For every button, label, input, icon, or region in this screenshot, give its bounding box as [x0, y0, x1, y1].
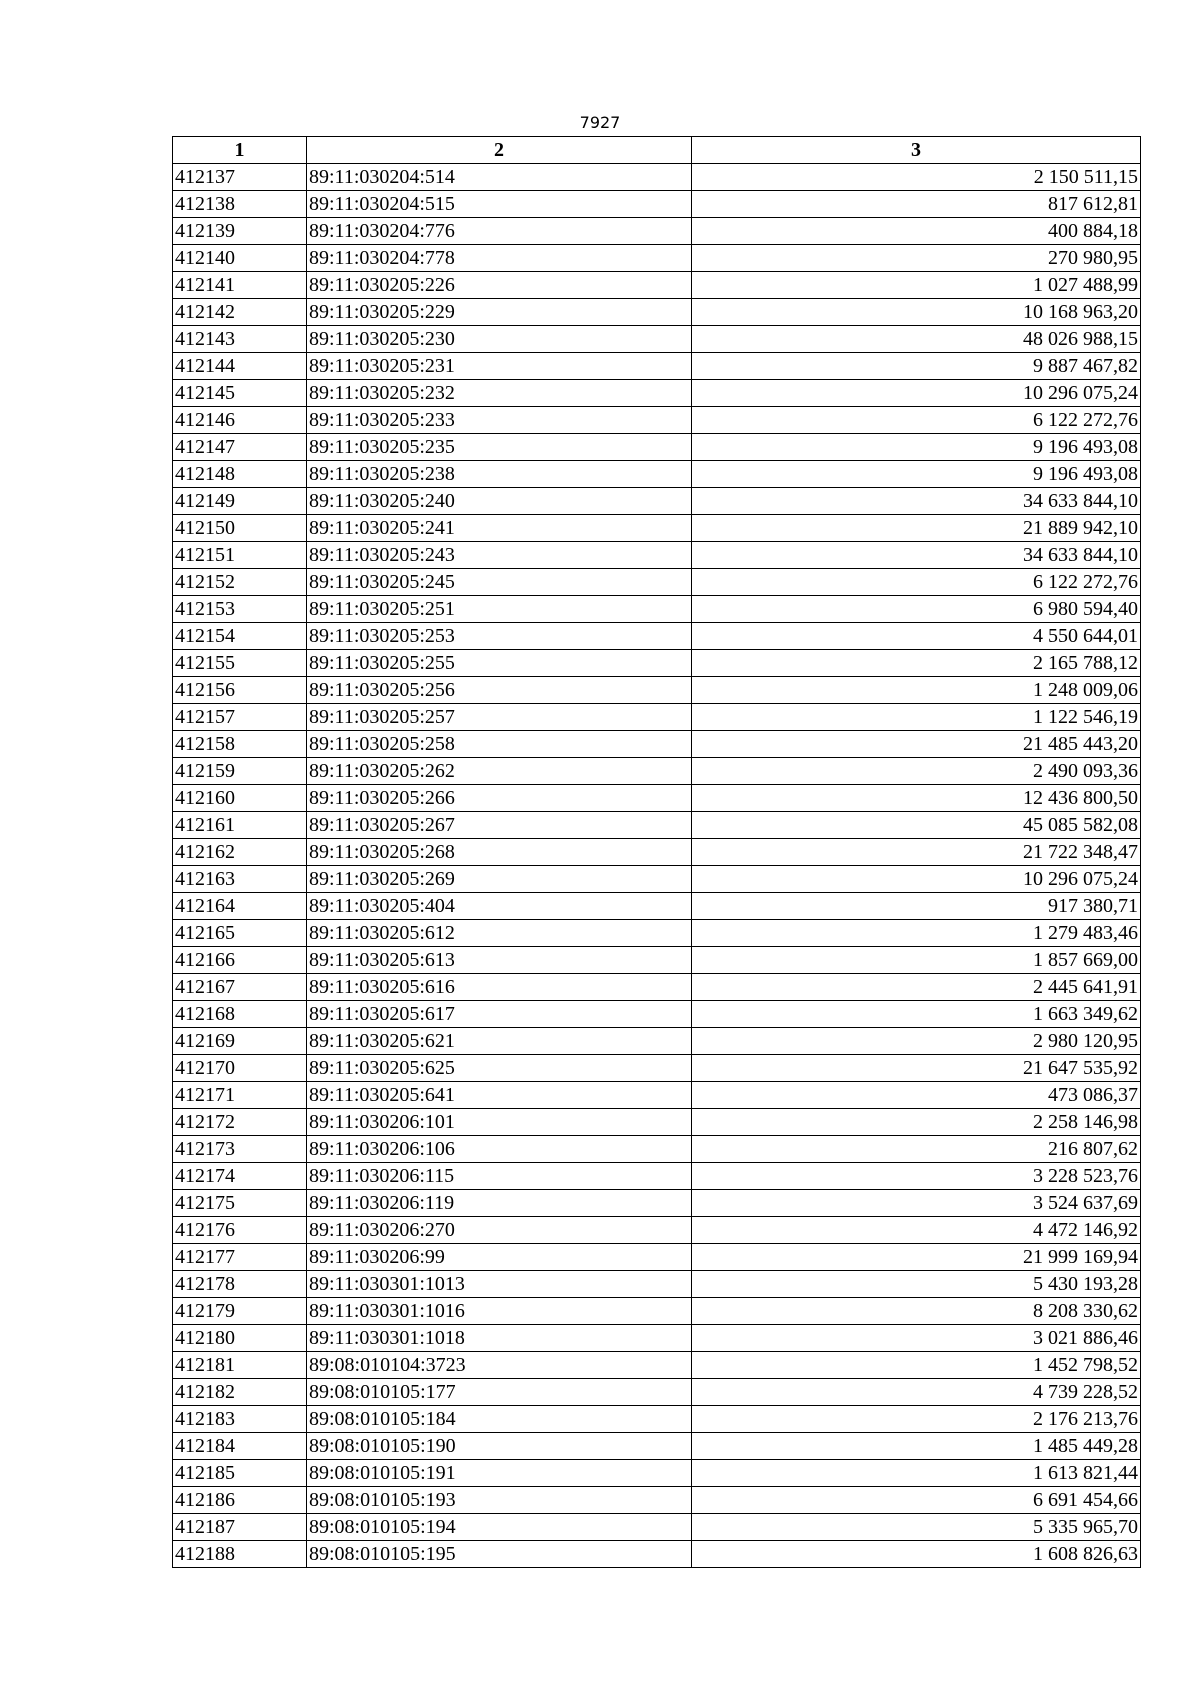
- cadastral-number-cell: 89:11:030206:106: [307, 1136, 692, 1163]
- value-cell: 917 380,71: [692, 893, 1141, 920]
- table-row: [173, 272, 1141, 299]
- table-row: [173, 191, 1141, 218]
- table-row: [173, 1325, 1141, 1352]
- value-cell: 4 739 228,52: [692, 1379, 1141, 1406]
- table-row: [173, 704, 1141, 731]
- cadastral-number-cell: 89:08:010105:191: [307, 1460, 692, 1487]
- value-cell: 2 176 213,76: [692, 1406, 1141, 1433]
- row-number-cell: 412150: [173, 515, 307, 542]
- cadastral-number-cell: 89:11:030205:229: [307, 299, 692, 326]
- cadastral-number-cell: 89:11:030205:257: [307, 704, 692, 731]
- value-cell: 8 208 330,62: [692, 1298, 1141, 1325]
- table-row: [173, 488, 1141, 515]
- table-row: [173, 434, 1141, 461]
- table-row: [173, 1163, 1141, 1190]
- value-cell: 21 647 535,92: [692, 1055, 1141, 1082]
- row-number-cell: 412163: [173, 866, 307, 893]
- table-row: [173, 1460, 1141, 1487]
- cadastral-number-cell: 89:08:010105:194: [307, 1514, 692, 1541]
- row-number-cell: 412165: [173, 920, 307, 947]
- row-number-cell: 412181: [173, 1352, 307, 1379]
- row-number-cell: 412140: [173, 245, 307, 272]
- value-cell: 2 258 146,98: [692, 1109, 1141, 1136]
- row-number-cell: 412141: [173, 272, 307, 299]
- row-number-cell: 412155: [173, 650, 307, 677]
- column-header-3: 3: [692, 137, 1141, 164]
- row-number-cell: 412154: [173, 623, 307, 650]
- cadastral-number-cell: 89:08:010105:177: [307, 1379, 692, 1406]
- column-header-2: 2: [307, 137, 692, 164]
- row-number-cell: 412152: [173, 569, 307, 596]
- cadastral-number-cell: 89:11:030205:613: [307, 947, 692, 974]
- table-row: [173, 1271, 1141, 1298]
- table-row: [173, 1055, 1141, 1082]
- cadastral-number-cell: 89:11:030205:641: [307, 1082, 692, 1109]
- row-number-cell: 412166: [173, 947, 307, 974]
- cadastral-number-cell: 89:11:030205:262: [307, 758, 692, 785]
- value-cell: 3 228 523,76: [692, 1163, 1141, 1190]
- row-number-cell: 412160: [173, 785, 307, 812]
- row-number-cell: 412168: [173, 1001, 307, 1028]
- table-row: [173, 245, 1141, 272]
- value-cell: 5 335 965,70: [692, 1514, 1141, 1541]
- cadastral-number-cell: 89:11:030205:230: [307, 326, 692, 353]
- value-cell: 45 085 582,08: [692, 812, 1141, 839]
- row-number-cell: 412186: [173, 1487, 307, 1514]
- table-row: [173, 866, 1141, 893]
- table-header: [173, 137, 1141, 164]
- value-cell: 21 889 942,10: [692, 515, 1141, 542]
- row-number-cell: 412159: [173, 758, 307, 785]
- table-row: [173, 650, 1141, 677]
- cadastral-number-cell: 89:11:030205:240: [307, 488, 692, 515]
- value-cell: 21 999 169,94: [692, 1244, 1141, 1271]
- cadastral-number-cell: 89:11:030205:266: [307, 785, 692, 812]
- cadastral-number-cell: 89:11:030206:119: [307, 1190, 692, 1217]
- value-cell: 6 691 454,66: [692, 1487, 1141, 1514]
- value-cell: 10 296 075,24: [692, 866, 1141, 893]
- cadastral-number-cell: 89:11:030204:776: [307, 218, 692, 245]
- row-number-cell: 412187: [173, 1514, 307, 1541]
- row-number-cell: 412167: [173, 974, 307, 1001]
- cadastral-number-cell: 89:11:030205:268: [307, 839, 692, 866]
- table-row: [173, 569, 1141, 596]
- table-row: [173, 731, 1141, 758]
- row-number-cell: 412157: [173, 704, 307, 731]
- row-number-cell: 412169: [173, 1028, 307, 1055]
- row-number-cell: 412144: [173, 353, 307, 380]
- row-number-cell: 412176: [173, 1217, 307, 1244]
- value-cell: 21 485 443,20: [692, 731, 1141, 758]
- value-cell: 4 472 146,92: [692, 1217, 1141, 1244]
- row-number-cell: 412182: [173, 1379, 307, 1406]
- row-number-cell: 412146: [173, 407, 307, 434]
- value-cell: 473 086,37: [692, 1082, 1141, 1109]
- cadastral-number-cell: 89:11:030204:515: [307, 191, 692, 218]
- value-cell: 1 663 349,62: [692, 1001, 1141, 1028]
- row-number-cell: 412151: [173, 542, 307, 569]
- value-cell: 2 980 120,95: [692, 1028, 1141, 1055]
- cadastral-number-cell: 89:11:030205:233: [307, 407, 692, 434]
- value-cell: 21 722 348,47: [692, 839, 1141, 866]
- table-row: [173, 461, 1141, 488]
- value-cell: 48 026 988,15: [692, 326, 1141, 353]
- value-cell: 2 150 511,15: [692, 164, 1141, 191]
- row-number-cell: 412184: [173, 1433, 307, 1460]
- table-row: [173, 1541, 1141, 1568]
- row-number-cell: 412145: [173, 380, 307, 407]
- cadastral-number-cell: 89:11:030205:251: [307, 596, 692, 623]
- value-cell: 270 980,95: [692, 245, 1141, 272]
- value-cell: 3 021 886,46: [692, 1325, 1141, 1352]
- page-number: 7927: [579, 113, 621, 132]
- row-number-cell: 412149: [173, 488, 307, 515]
- row-number-cell: 412158: [173, 731, 307, 758]
- row-number-cell: 412162: [173, 839, 307, 866]
- cadastral-number-cell: 89:11:030301:1016: [307, 1298, 692, 1325]
- value-cell: 9 196 493,08: [692, 461, 1141, 488]
- table-row: [173, 596, 1141, 623]
- cadastral-number-cell: 89:11:030206:270: [307, 1217, 692, 1244]
- table-row: [173, 1514, 1141, 1541]
- column-header-1: 1: [173, 137, 307, 164]
- row-number-cell: 412173: [173, 1136, 307, 1163]
- cadastral-number-cell: 89:11:030205:226: [307, 272, 692, 299]
- value-cell: 216 807,62: [692, 1136, 1141, 1163]
- table-row: [173, 1487, 1141, 1514]
- cadastral-number-cell: 89:08:010105:184: [307, 1406, 692, 1433]
- row-number-cell: 412183: [173, 1406, 307, 1433]
- value-cell: 6 122 272,76: [692, 569, 1141, 596]
- cadastral-number-cell: 89:11:030205:267: [307, 812, 692, 839]
- row-number-cell: 412161: [173, 812, 307, 839]
- row-number-cell: 412188: [173, 1541, 307, 1568]
- value-cell: 34 633 844,10: [692, 488, 1141, 515]
- data-table: [172, 136, 1141, 1568]
- cadastral-number-cell: 89:11:030205:617: [307, 1001, 692, 1028]
- value-cell: 1 027 488,99: [692, 272, 1141, 299]
- table-row: [173, 542, 1141, 569]
- table-row: [173, 947, 1141, 974]
- row-number-cell: 412137: [173, 164, 307, 191]
- cadastral-number-cell: 89:11:030205:253: [307, 623, 692, 650]
- table-row: [173, 515, 1141, 542]
- cadastral-number-cell: 89:08:010105:193: [307, 1487, 692, 1514]
- table-row: [173, 380, 1141, 407]
- row-number-cell: 412179: [173, 1298, 307, 1325]
- value-cell: 2 445 641,91: [692, 974, 1141, 1001]
- table-row: [173, 677, 1141, 704]
- value-cell: 9 887 467,82: [692, 353, 1141, 380]
- value-cell: 5 430 193,28: [692, 1271, 1141, 1298]
- cadastral-number-cell: 89:11:030205:404: [307, 893, 692, 920]
- value-cell: 6 980 594,40: [692, 596, 1141, 623]
- cadastral-number-cell: 89:08:010105:195: [307, 1541, 692, 1568]
- table-row: [173, 1190, 1141, 1217]
- table-row: [173, 623, 1141, 650]
- row-number-cell: 412171: [173, 1082, 307, 1109]
- table-row: [173, 974, 1141, 1001]
- value-cell: 2 490 093,36: [692, 758, 1141, 785]
- value-cell: 1 857 669,00: [692, 947, 1141, 974]
- value-cell: 3 524 637,69: [692, 1190, 1141, 1217]
- table-row: [173, 785, 1141, 812]
- value-cell: 10 168 963,20: [692, 299, 1141, 326]
- table-row: [173, 1028, 1141, 1055]
- value-cell: 1 122 546,19: [692, 704, 1141, 731]
- table-row: [173, 299, 1141, 326]
- row-number-cell: 412142: [173, 299, 307, 326]
- cadastral-number-cell: 89:11:030206:99: [307, 1244, 692, 1271]
- table-row: [173, 1109, 1141, 1136]
- cadastral-number-cell: 89:11:030205:231: [307, 353, 692, 380]
- row-number-cell: 412147: [173, 434, 307, 461]
- value-cell: 1 248 009,06: [692, 677, 1141, 704]
- table-row: [173, 218, 1141, 245]
- table-row: [173, 164, 1141, 191]
- row-number-cell: 412139: [173, 218, 307, 245]
- cadastral-number-cell: 89:11:030205:241: [307, 515, 692, 542]
- cadastral-number-cell: 89:11:030205:621: [307, 1028, 692, 1055]
- row-number-cell: 412170: [173, 1055, 307, 1082]
- value-cell: 2 165 788,12: [692, 650, 1141, 677]
- cadastral-number-cell: 89:11:030205:232: [307, 380, 692, 407]
- cadastral-number-cell: 89:11:030205:245: [307, 569, 692, 596]
- cadastral-number-cell: 89:11:030301:1018: [307, 1325, 692, 1352]
- row-number-cell: 412164: [173, 893, 307, 920]
- row-number-cell: 412143: [173, 326, 307, 353]
- table-row: [173, 1406, 1141, 1433]
- value-cell: 1 452 798,52: [692, 1352, 1141, 1379]
- header-row: [173, 137, 1141, 164]
- table-row: [173, 1136, 1141, 1163]
- table-row: [173, 1001, 1141, 1028]
- cadastral-number-cell: 89:11:030205:255: [307, 650, 692, 677]
- row-number-cell: 412148: [173, 461, 307, 488]
- table-row: [173, 1298, 1141, 1325]
- cadastral-number-cell: 89:11:030206:101: [307, 1109, 692, 1136]
- value-cell: 9 196 493,08: [692, 434, 1141, 461]
- cadastral-number-cell: 89:11:030205:243: [307, 542, 692, 569]
- row-number-cell: 412177: [173, 1244, 307, 1271]
- row-number-cell: 412178: [173, 1271, 307, 1298]
- table-row: [173, 1244, 1141, 1271]
- cadastral-number-cell: 89:11:030204:778: [307, 245, 692, 272]
- table-row: [173, 353, 1141, 380]
- value-cell: 4 550 644,01: [692, 623, 1141, 650]
- row-number-cell: 412180: [173, 1325, 307, 1352]
- table-row: [173, 407, 1141, 434]
- table-row: [173, 1217, 1141, 1244]
- table-row: [173, 1082, 1141, 1109]
- value-cell: 10 296 075,24: [692, 380, 1141, 407]
- cadastral-number-cell: 89:11:030301:1013: [307, 1271, 692, 1298]
- cadastral-number-cell: 89:11:030206:115: [307, 1163, 692, 1190]
- value-cell: 12 436 800,50: [692, 785, 1141, 812]
- value-cell: 817 612,81: [692, 191, 1141, 218]
- table-body: [173, 164, 1141, 1568]
- table-row: [173, 920, 1141, 947]
- cadastral-number-cell: 89:11:030204:514: [307, 164, 692, 191]
- row-number-cell: 412174: [173, 1163, 307, 1190]
- value-cell: 400 884,18: [692, 218, 1141, 245]
- value-cell: 1 608 826,63: [692, 1541, 1141, 1568]
- value-cell: 6 122 272,76: [692, 407, 1141, 434]
- table-row: [173, 839, 1141, 866]
- row-number-cell: 412175: [173, 1190, 307, 1217]
- cadastral-number-cell: 89:11:030205:269: [307, 866, 692, 893]
- value-cell: 1 613 821,44: [692, 1460, 1141, 1487]
- table-row: [173, 1352, 1141, 1379]
- cadastral-number-cell: 89:08:010105:190: [307, 1433, 692, 1460]
- value-cell: 34 633 844,10: [692, 542, 1141, 569]
- table-row: [173, 812, 1141, 839]
- cadastral-number-cell: 89:11:030205:256: [307, 677, 692, 704]
- cadastral-number-cell: 89:11:030205:616: [307, 974, 692, 1001]
- cadastral-number-cell: 89:11:030205:235: [307, 434, 692, 461]
- row-number-cell: 412153: [173, 596, 307, 623]
- value-cell: 1 279 483,46: [692, 920, 1141, 947]
- row-number-cell: 412172: [173, 1109, 307, 1136]
- row-number-cell: 412156: [173, 677, 307, 704]
- row-number-cell: 412185: [173, 1460, 307, 1487]
- cadastral-number-cell: 89:11:030205:612: [307, 920, 692, 947]
- cadastral-number-cell: 89:08:010104:3723: [307, 1352, 692, 1379]
- table-row: [173, 326, 1141, 353]
- cadastral-number-cell: 89:11:030205:258: [307, 731, 692, 758]
- table-row: [173, 1379, 1141, 1406]
- table-row: [173, 1433, 1141, 1460]
- cadastral-number-cell: 89:11:030205:238: [307, 461, 692, 488]
- table-row: [173, 758, 1141, 785]
- table-row: [173, 893, 1141, 920]
- row-number-cell: 412138: [173, 191, 307, 218]
- value-cell: 1 485 449,28: [692, 1433, 1141, 1460]
- cadastral-number-cell: 89:11:030205:625: [307, 1055, 692, 1082]
